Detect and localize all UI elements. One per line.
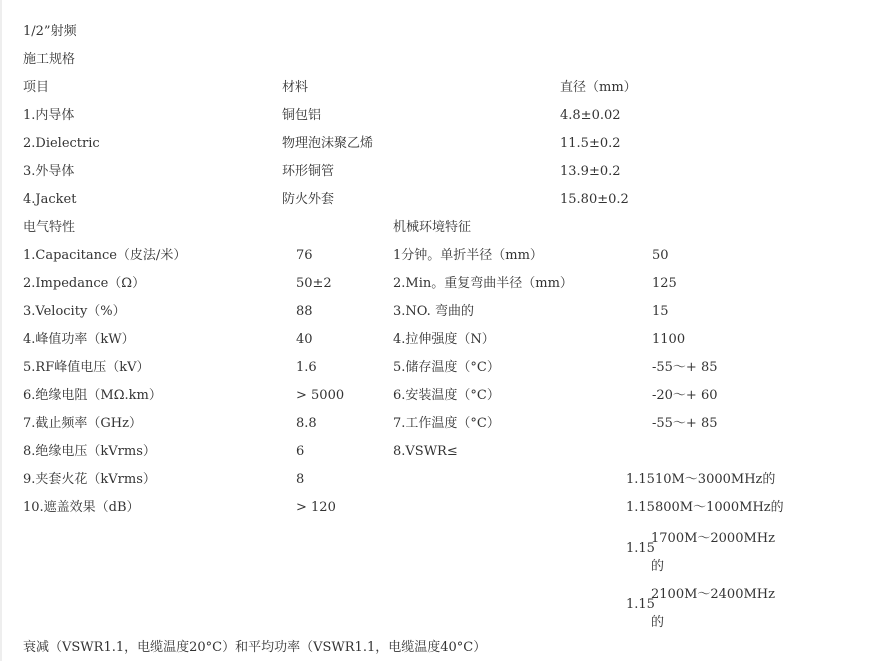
electrical-value: 76 — [296, 248, 313, 263]
vswr-block — [0, 578, 881, 634]
item-name: 3.外导体 — [23, 164, 75, 179]
electrical-label: 9.夹套火花（kVrms） — [23, 472, 156, 487]
vswr-block — [0, 522, 881, 578]
item-diameter: 4.8±0.02 — [560, 108, 621, 123]
table-row — [0, 326, 881, 354]
electrical-heading: 电气特性 — [23, 220, 76, 235]
vswr-suffix: 的 — [651, 615, 665, 630]
mechanical-value: -20～+ 60 — [652, 388, 718, 403]
electrical-label: 1.Capacitance（皮法/米） — [23, 248, 187, 263]
mechanical-label: 1分钟。单折半径（mm） — [393, 248, 543, 263]
item-name: 1.内导体 — [23, 108, 75, 123]
vswr-range: 1.15800M～1000MHz的 — [626, 500, 784, 515]
item-material: 物理泡沫聚乙烯 — [282, 136, 374, 151]
mechanical-label: 4.拉伸强度（N） — [393, 332, 495, 347]
table-row — [0, 130, 881, 158]
table-row — [0, 382, 881, 410]
mechanical-value: 125 — [652, 276, 677, 291]
table-row — [0, 354, 881, 382]
item-diameter: 11.5±0.2 — [560, 136, 621, 151]
table-row — [0, 158, 881, 186]
electrical-label: 10.遮盖效果（dB） — [23, 500, 140, 515]
electrical-value: 50±2 — [296, 276, 332, 291]
vswr-suffix: 的 — [651, 559, 665, 574]
electrical-value: > 120 — [296, 500, 336, 515]
mechanical-label: 8.VSWR≤ — [393, 444, 458, 459]
item-material: 铜包铝 — [282, 108, 322, 123]
electrical-label: 2.Impedance（Ω） — [23, 276, 146, 291]
electrical-value: 6 — [296, 444, 305, 459]
item-material: 防火外套 — [282, 192, 335, 207]
table-row — [0, 438, 881, 466]
mechanical-value: 1100 — [652, 332, 686, 347]
electrical-label: 3.Velocity（%） — [23, 304, 126, 319]
section-construction-heading: 施工规格 — [23, 52, 76, 67]
vswr-band: 1700M～2000MHz — [651, 531, 775, 546]
mechanical-value: 15 — [652, 304, 669, 319]
item-name: 4.Jacket — [23, 192, 77, 207]
item-material: 环形铜管 — [282, 164, 335, 179]
mechanical-label: 2.Min。重复弯曲半径（mm） — [393, 276, 573, 291]
electrical-value: 40 — [296, 332, 313, 347]
mechanical-value: -55～+ 85 — [652, 416, 718, 431]
header-item: 项目 — [23, 80, 50, 95]
electrical-label: 6.绝缘电阻（MΩ.km） — [23, 388, 162, 403]
table-row — [0, 186, 881, 214]
mechanical-label: 7.工作温度（°C） — [393, 416, 500, 431]
electrical-label: 8.绝缘电压（kVrms） — [23, 444, 156, 459]
header-material: 材料 — [282, 80, 309, 95]
mechanical-value: -55～+ 85 — [652, 360, 718, 375]
construction-header-row — [0, 74, 881, 102]
table-row — [0, 102, 881, 130]
vswr-band: 2100M～2400MHz — [651, 587, 775, 602]
electrical-label: 7.截止频率（GHz） — [23, 416, 142, 431]
electrical-value: 88 — [296, 304, 313, 319]
table-row — [0, 410, 881, 438]
electrical-value: 1.6 — [296, 360, 317, 375]
table-row — [0, 494, 881, 522]
mechanical-label: 6.安装温度（°C） — [393, 388, 500, 403]
vswr-range: 1.1510M～3000MHz的 — [626, 472, 776, 487]
document-title: 1/2”射频 — [23, 24, 77, 39]
vswr-prefix: 1.15 — [626, 597, 655, 612]
table-row — [0, 270, 881, 298]
specs-header-row — [0, 214, 881, 242]
item-diameter: 13.9±0.2 — [560, 164, 621, 179]
vswr-prefix: 1.15 — [626, 541, 655, 556]
electrical-label: 4.峰值功率（kW） — [23, 332, 135, 347]
electrical-value: > 5000 — [296, 388, 345, 403]
electrical-value: 8 — [296, 472, 305, 487]
header-diameter: 直径（mm） — [560, 80, 637, 95]
electrical-label: 5.RF峰值电压（kV） — [23, 360, 150, 375]
item-diameter: 15.80±0.2 — [560, 192, 629, 207]
item-name: 2.Dielectric — [23, 136, 100, 151]
table-row — [0, 466, 881, 494]
attenuation-heading: 衰减（VSWR1.1，电缆温度20°C）和平均功率（VSWR1.1，电缆温度40°C） — [23, 640, 487, 655]
mechanical-heading: 机械环境特征 — [393, 220, 472, 235]
electrical-value: 8.8 — [296, 416, 317, 431]
table-row — [0, 242, 881, 270]
mechanical-label: 5.储存温度（°C） — [393, 360, 500, 375]
mechanical-label: 3.NO. 弯曲的 — [393, 304, 474, 319]
table-row — [0, 298, 881, 326]
mechanical-value: 50 — [652, 248, 669, 263]
